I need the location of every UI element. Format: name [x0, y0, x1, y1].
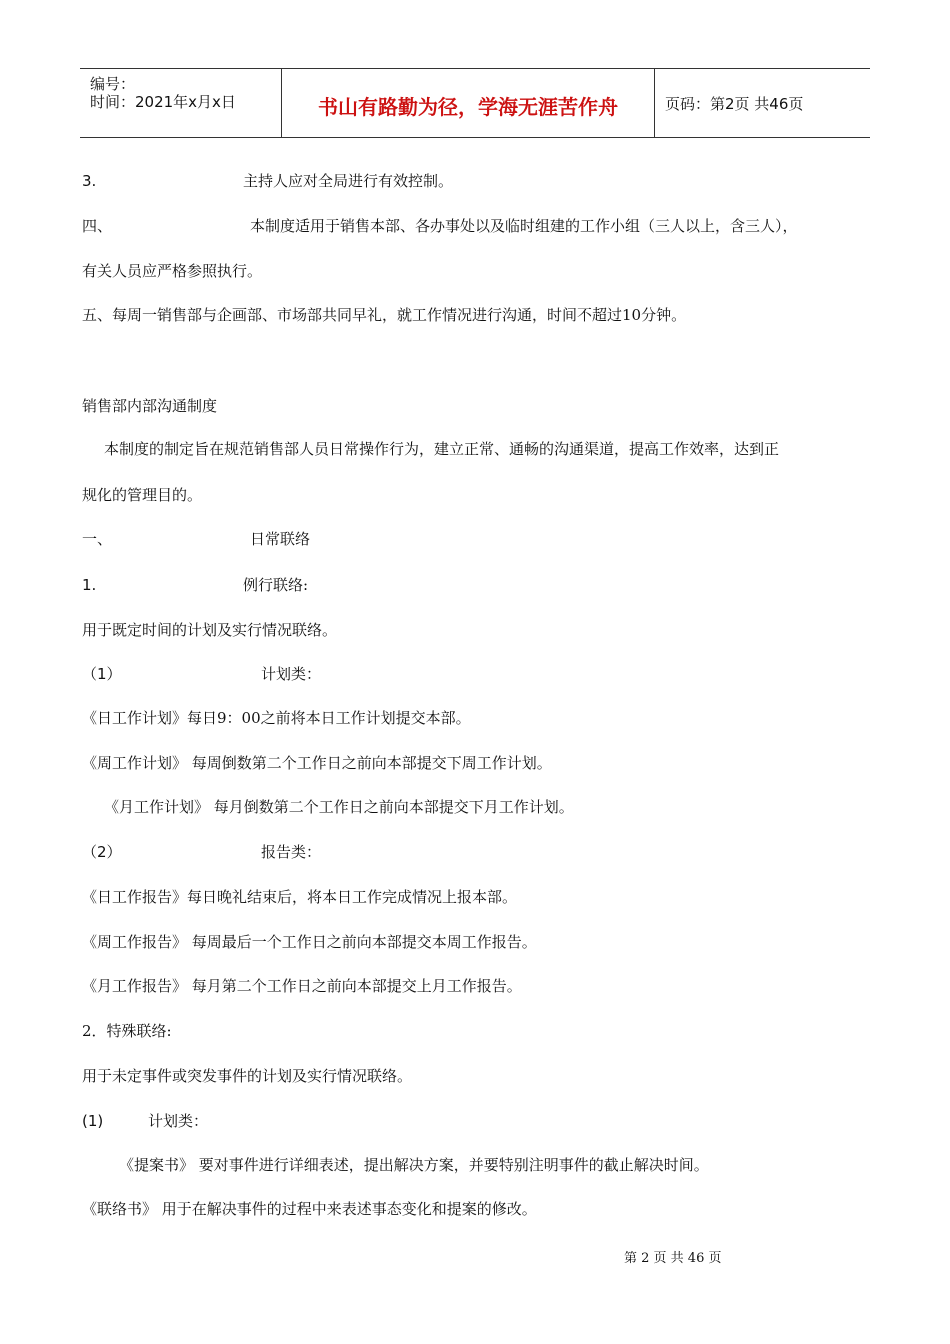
- heading-1-text: 日常联络: [250, 530, 311, 548]
- motto-text: 书山有路勤为径，学海无涯苦作舟: [318, 95, 618, 119]
- page-info: 页码：第2页 共46页: [665, 95, 804, 113]
- monthly-report-line: 《月工作报告》 每月第二个工作日之前向本部提交上月工作报告。: [82, 977, 522, 995]
- weekly-report-line: 《周工作报告》 每周最后一个工作日之前向本部提交本周工作报告。: [82, 933, 537, 951]
- liaison-line: 《联络书》 用于在解决事件的过程中来表述事态变化和提案的修改。: [82, 1200, 537, 1218]
- time-label: 时间：2021年x月x日: [90, 93, 236, 111]
- special-plan-number: (1): [82, 1112, 104, 1130]
- header-motto-cell: [281, 69, 655, 137]
- subheading-1-text: 例行联络:: [243, 576, 309, 594]
- subheading-2: 2．特殊联络:: [82, 1022, 172, 1040]
- section-4-continuation: 有关人员应严格参照执行。: [82, 262, 263, 280]
- daily-report-line: 《日工作报告》每日晚礼结束后，将本日工作完成情况上报本部。: [82, 888, 518, 906]
- plan-category-number: （1）: [82, 665, 122, 683]
- page-footer: 第 2 页 共 46 页: [624, 1251, 722, 1266]
- header-meta-cell: [80, 69, 280, 137]
- daily-plan-line: 《日工作计划》每日9：00之前将本日工作计划提交本部。: [82, 709, 471, 727]
- number-label: 编号：: [90, 75, 136, 93]
- report-category-label: 报告类：: [261, 843, 322, 861]
- special-plan-label: 计划类：: [148, 1112, 209, 1130]
- item-3-number: 3.: [82, 172, 97, 190]
- section-4-text: 本制度适用于销售本部、各办事处以及临时组建的工作小组（三人以上，含三人），: [250, 217, 798, 235]
- routine-description: 用于既定时间的计划及实行情况联络。: [82, 621, 338, 639]
- header-page-cell: [655, 69, 870, 137]
- section-4-number: 四、: [82, 217, 113, 235]
- heading-1-number: 一、: [82, 530, 113, 548]
- section-5-text: 五、每周一销售部与企画部、市场部共同早礼，就工作情况进行沟通，时间不超过10分钟。: [82, 306, 687, 324]
- page-header: [80, 68, 870, 138]
- intro-paragraph-continuation: 规化的管理目的。: [82, 486, 203, 504]
- section-title: 销售部内部沟通制度: [82, 397, 218, 415]
- special-description: 用于未定事件或突发事件的计划及实行情况联络。: [82, 1067, 413, 1085]
- report-category-number: （2）: [82, 843, 122, 861]
- proposal-line: 《提案书》 要对事件进行详细表述，提出解决方案，并要特别注明事件的截止解决时间。: [119, 1156, 709, 1174]
- weekly-plan-line: 《周工作计划》 每周倒数第二个工作日之前向本部提交下周工作计划。: [82, 754, 552, 772]
- item-3-text: 主持人应对全局进行有效控制。: [243, 172, 454, 190]
- monthly-plan-line: 《月工作计划》 每月倒数第二个工作日之前向本部提交下月工作计划。: [104, 798, 574, 816]
- plan-category-label: 计划类：: [261, 665, 322, 683]
- subheading-1-number: 1.: [82, 576, 97, 594]
- intro-paragraph: 本制度的制定旨在规范销售部人员日常操作行为，建立正常、通畅的沟通渠道，提高工作效率，达到正: [104, 440, 780, 458]
